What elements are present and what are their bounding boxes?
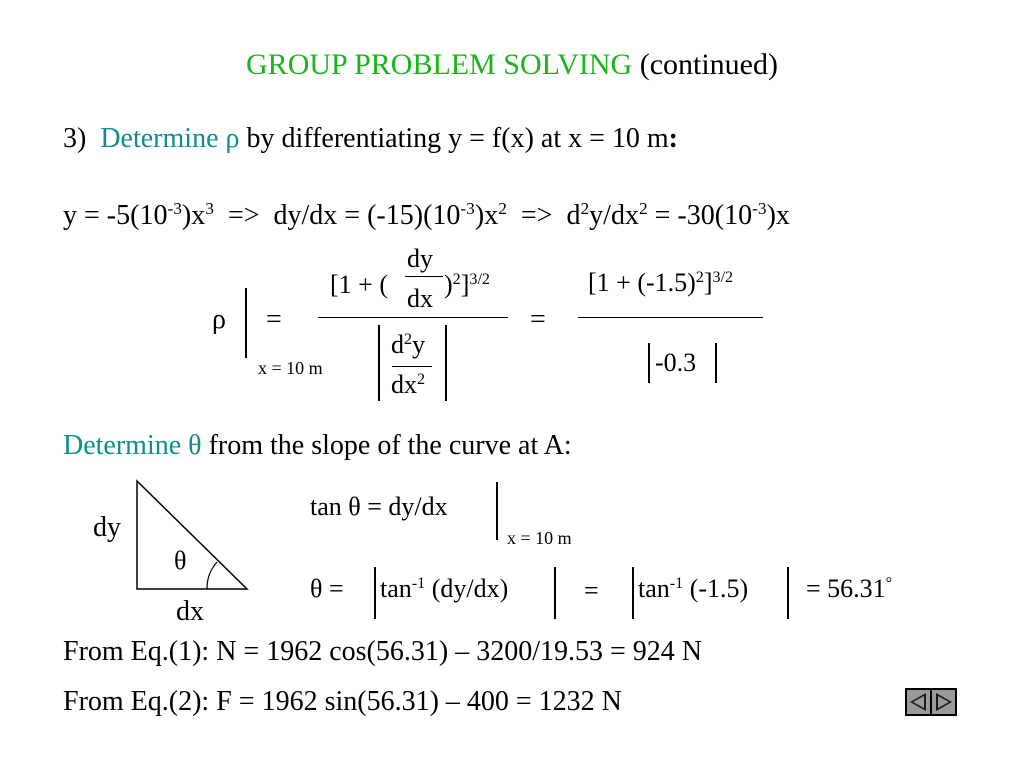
- rho-lhs: ρ: [212, 304, 226, 335]
- implies-arrow: =>: [520, 200, 553, 231]
- num-exponent: 3/2: [469, 271, 490, 289]
- theta-rest: from the slope of the curve at A:: [208, 430, 572, 461]
- fraction-bar-2: [578, 317, 763, 318]
- theta-bar-1: [374, 567, 376, 619]
- deriv-text: dy/dx = (-15)(10: [273, 200, 461, 231]
- page-title: [0, 48, 1024, 82]
- arrow-left-inner: [913, 696, 924, 708]
- tan-theta-line: tan θ = dy/dx: [310, 492, 448, 521]
- num2-square: 2: [695, 269, 704, 287]
- tan-arg: (dy/dx): [425, 574, 509, 603]
- arrow-right-inner: [938, 696, 949, 708]
- deriv-text: )x: [181, 200, 206, 231]
- evaluation-point: x = 10 m: [258, 358, 323, 378]
- deriv-exp: -3: [167, 199, 182, 219]
- slope-triangle: [130, 476, 255, 594]
- deriv-exp: 3: [205, 199, 214, 219]
- triangle-base-label: dx: [176, 596, 204, 627]
- den-dx: dx: [391, 370, 417, 399]
- title-suffix: (continued): [639, 48, 778, 81]
- num-square: 2: [452, 271, 461, 289]
- derivative-line: [63, 200, 790, 232]
- den-d: d: [391, 330, 404, 359]
- numerator-2: [588, 268, 733, 298]
- deriv-exp: 2: [638, 199, 648, 219]
- den-exp: 2: [417, 371, 426, 389]
- theta-bar-4: [787, 567, 789, 619]
- deriv-exp: -3: [460, 199, 475, 219]
- step-rest: by differentiating y = f(x) at x = 10 m: [246, 123, 669, 154]
- triangle-shape: [137, 481, 247, 589]
- deriv-text: = -30(10: [647, 200, 753, 231]
- theta-term-1: [380, 574, 508, 604]
- slide-nav: [905, 688, 957, 716]
- inner-fraction-bar: [405, 276, 443, 277]
- numerator-open: [1 + (: [330, 270, 388, 299]
- num-bracket: ]: [460, 270, 470, 299]
- theta-bar-2: [554, 567, 556, 619]
- tan-text: tan: [380, 574, 412, 603]
- inverse-exp: -1: [669, 575, 684, 593]
- theta-heading: [63, 430, 572, 462]
- abs-bar-left-2: [648, 343, 650, 383]
- eq1-result: From Eq.(1): N = 1962 cos(56.31) – 3200/19.53 = 924 N: [63, 636, 702, 667]
- evaluation-bar: [245, 288, 247, 358]
- num-dx: dx: [407, 284, 433, 313]
- prev-slide-button[interactable]: [907, 690, 930, 714]
- triangle-side-label: dy: [93, 512, 121, 543]
- equals-sign-2: =: [530, 304, 546, 335]
- tan-text: tan: [638, 574, 670, 603]
- deriv-exp: -3: [752, 199, 767, 219]
- denominator-2: -0.3: [655, 348, 697, 377]
- deriv-text: y = -5(10: [63, 200, 168, 231]
- angle-arc: [207, 562, 217, 589]
- theta-result: [806, 574, 892, 604]
- theta-value: = 56.31: [806, 574, 886, 603]
- equals-sign: =: [266, 304, 282, 335]
- step-3-line: [63, 123, 678, 155]
- abs-bar-right-2: [715, 343, 717, 383]
- step-colon: :: [668, 123, 678, 154]
- step-verb: Determine: [100, 123, 219, 154]
- den-dx2: [391, 370, 425, 400]
- theta-bar-3: [632, 567, 634, 619]
- triangle-angle-label: θ: [174, 546, 187, 575]
- degree-symbol: °: [885, 575, 893, 593]
- eq2-result: From Eq.(2): F = 1962 sin(56.31) – 400 = 1232 N: [63, 686, 622, 717]
- abs-bar-left: [378, 325, 380, 401]
- tan-evaluation-bar: [496, 482, 498, 540]
- num2-exponent: 3/2: [712, 269, 734, 287]
- theta-verb: Determine: [63, 430, 182, 461]
- tan-evaluation-point: x = 10 m: [507, 528, 572, 548]
- title-main: GROUP PROBLEM SOLVING: [246, 48, 633, 81]
- deriv-text: d: [566, 200, 581, 231]
- rho-symbol: ρ: [225, 123, 240, 154]
- theta-symbol: θ: [188, 430, 202, 461]
- implies-arrow: =>: [227, 200, 260, 231]
- main-fraction-bar: [318, 317, 508, 318]
- den-y: y: [412, 330, 426, 359]
- den-exp: 2: [404, 331, 413, 349]
- step-number: 3): [63, 123, 87, 154]
- abs-bar-right: [445, 325, 447, 401]
- den-fraction-bar: [392, 366, 432, 367]
- deriv-exp: 2: [580, 199, 590, 219]
- den-d2y: [391, 330, 425, 360]
- deriv-exp: 2: [498, 199, 507, 219]
- num-dy: dy: [407, 244, 433, 273]
- deriv-text: y/dx: [589, 200, 639, 231]
- theta-equals: =: [584, 576, 599, 605]
- theta-lhs: θ =: [310, 574, 344, 603]
- inverse-exp: -1: [411, 575, 426, 593]
- num2-base: [1 + (-1.5): [588, 268, 696, 297]
- deriv-text: )x: [474, 200, 499, 231]
- num-paren: ): [444, 270, 453, 299]
- num2-bracket: ]: [703, 268, 713, 297]
- tan-arg: (-1.5): [683, 574, 749, 603]
- next-slide-button[interactable]: [932, 690, 955, 714]
- theta-term-2: [638, 574, 748, 604]
- numerator-close: [444, 270, 490, 300]
- deriv-text: )x: [766, 200, 790, 231]
